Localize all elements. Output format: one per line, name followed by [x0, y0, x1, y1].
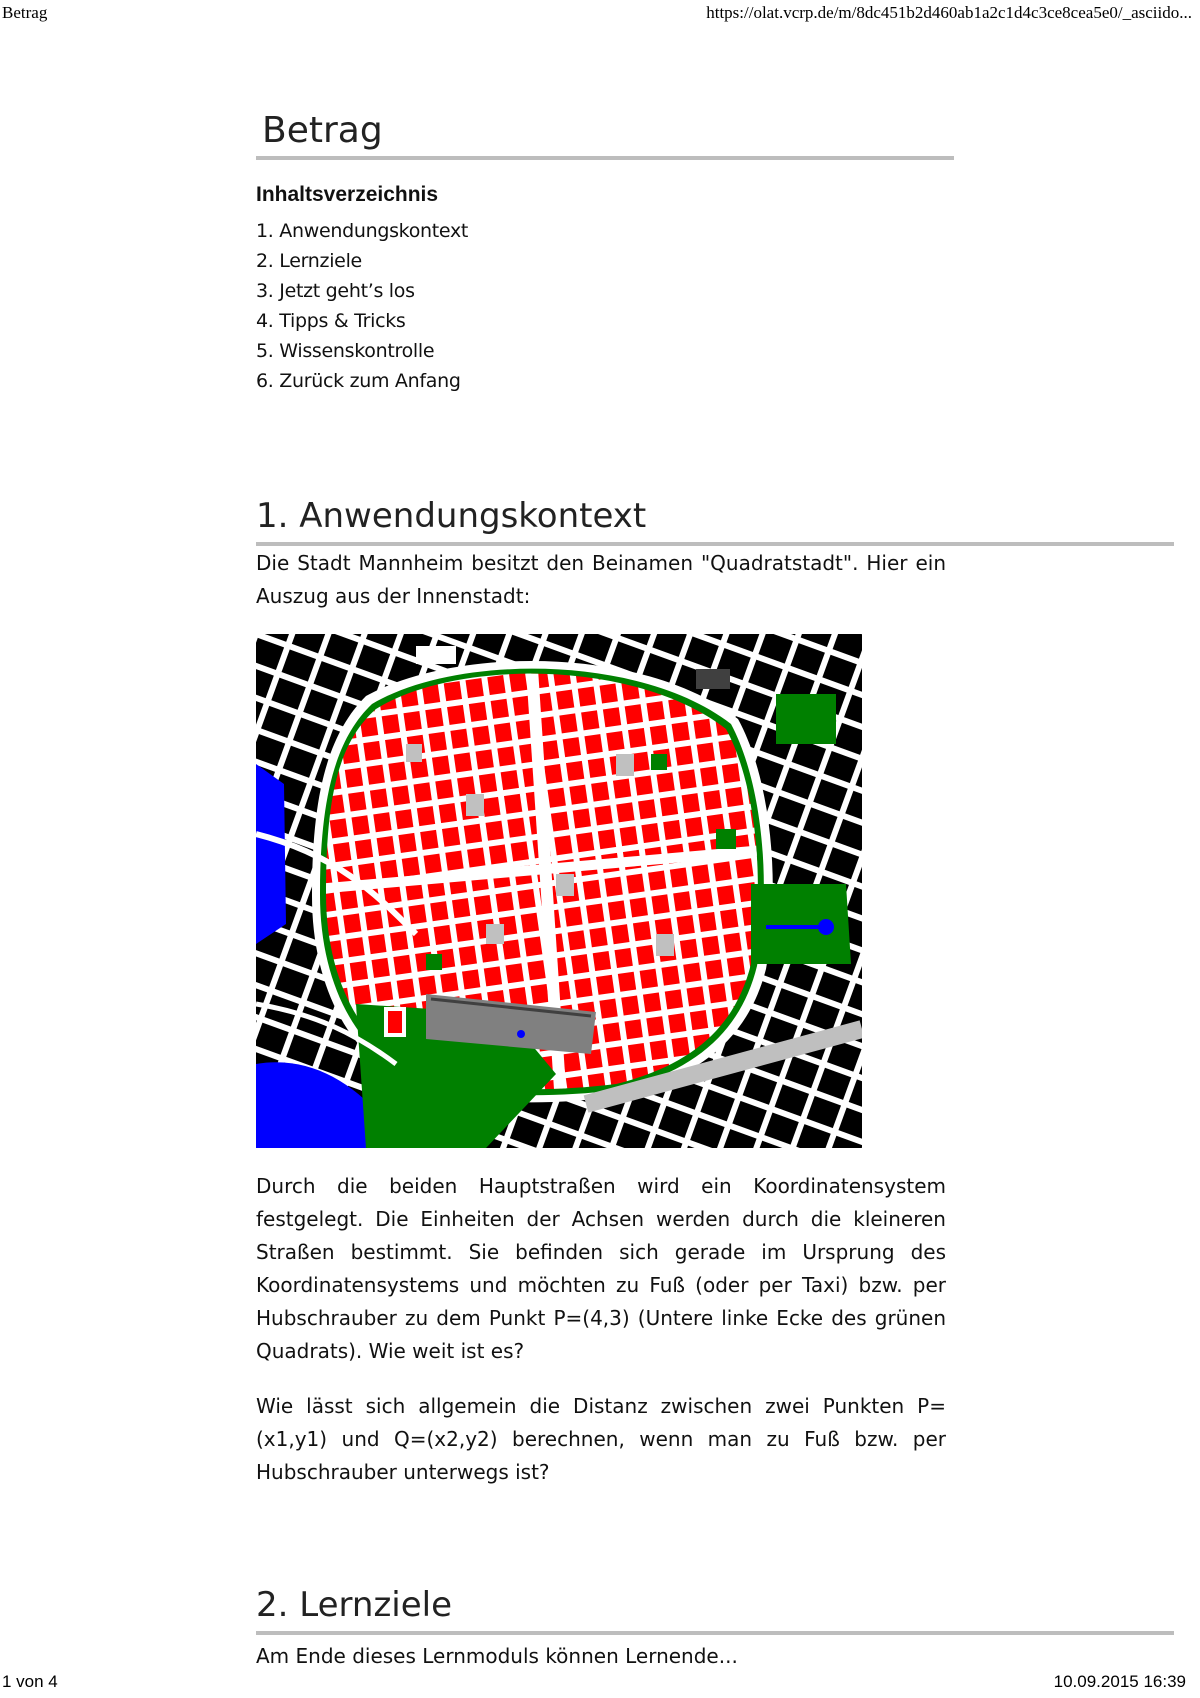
- section-title-lernziele: 2. Lernziele: [256, 1585, 453, 1625]
- title-underline: [256, 156, 954, 160]
- toc-link-jetzt-gehts-los[interactable]: 3. Jetzt geht’s los: [256, 280, 415, 302]
- section2-intro: Am Ende dieses Lernmoduls können Lernende...: [256, 1644, 738, 1668]
- print-footer-datetime: 10.09.2015 16:39: [1053, 1672, 1186, 1691]
- section-underline: [256, 542, 1174, 546]
- section-title-anwendungskontext: 1. Anwendungskontext: [256, 496, 647, 536]
- toc-heading: Inhaltsverzeichnis: [256, 183, 439, 206]
- toc-link-wissenskontrolle[interactable]: 5. Wissenskontrolle: [256, 340, 435, 362]
- mannheim-city-map: [256, 634, 862, 1148]
- print-header-title: Betrag: [2, 3, 48, 22]
- table-of-contents: [256, 216, 468, 396]
- print-header-url: https://olat.vcrp.de/m/8dc451b2d460ab1a2c1d4c3ce8cea5e0/_asciido...: [706, 3, 1192, 22]
- section1-paragraph-1: Durch die beiden Hauptstraßen wird ein Koordinatensystem festgelegt. Die Einheiten der Achsen werden durch die kleineren Straßen bestimmt. Sie befinden sich gerade im Ursprung des Koordinatensystems und möchten zu Fuß (oder per Taxi) bzw. per Hubschrauber zu dem Punkt P=(4,3) (Untere linke Ecke des grünen Quadrats). Wie weit ist es?: [256, 1174, 946, 1363]
- toc-link-anwendungskontext[interactable]: 1. Anwendungskontext: [256, 220, 469, 242]
- toc-link-zurueck-zum-anfang[interactable]: 6. Zurück zum Anfang: [256, 370, 461, 392]
- section1-intro: Die Stadt Mannheim besitzt den Beinamen "Quadratstadt". Hier ein Auszug aus der Innenstadt:: [256, 551, 946, 608]
- toc-link-tipps-tricks[interactable]: 4. Tipps & Tricks: [256, 310, 406, 332]
- section1-paragraph-2: Wie lässt sich allgemein die Distanz zwischen zwei Punkten P=(x1,y1) und Q=(x2,y2) berechnen, wenn man zu Fuß bzw. per Hubschrauber unterwegs ist?: [256, 1394, 946, 1484]
- print-footer-page-counter: 1 von 4: [2, 1672, 58, 1691]
- document-title: Betrag: [262, 110, 383, 151]
- section-underline: [256, 1631, 1174, 1635]
- toc-link-lernziele[interactable]: 2. Lernziele: [256, 250, 362, 272]
